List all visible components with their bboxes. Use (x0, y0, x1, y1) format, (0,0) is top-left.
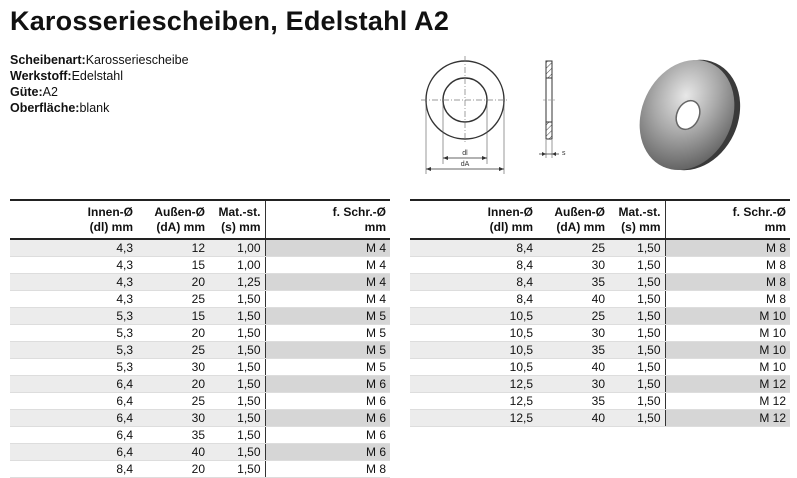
table-row (10, 257, 390, 274)
cell-screw-diameter: M 12 (665, 376, 790, 393)
table-row (410, 308, 790, 325)
cell-outer-diameter: 25 (137, 393, 209, 410)
header-inner-diameter: Innen-Ø (dl) mm (87, 205, 133, 234)
cell-screw-diameter: M 6 (265, 376, 390, 393)
cell-outer-diameter: 40 (537, 359, 609, 376)
label-s: s (562, 150, 566, 157)
table-row (10, 342, 390, 359)
table-header-row (10, 200, 390, 239)
table-row (10, 359, 390, 376)
cell-screw-diameter: M 4 (265, 239, 390, 257)
cell-outer-diameter: 40 (537, 291, 609, 308)
cell-screw-diameter: M 5 (265, 308, 390, 325)
cell-screw-diameter: M 8 (265, 461, 390, 478)
table-row (10, 461, 390, 478)
table-row (410, 325, 790, 342)
cell-screw-diameter: M 10 (665, 325, 790, 342)
header-screw-diameter: f. Schr.-Ø mm (665, 200, 790, 239)
cell-material-thickness: 1,50 (209, 325, 265, 342)
table-row (10, 239, 390, 257)
cell-material-thickness: 1,50 (209, 410, 265, 427)
cell-inner-diameter: 10,5 (410, 325, 537, 342)
cell-outer-diameter: 20 (137, 461, 209, 478)
property-guete: Güte:A2 (10, 85, 58, 99)
cell-inner-diameter: 6,4 (10, 410, 137, 427)
cell-screw-diameter: M 8 (665, 257, 790, 274)
cell-inner-diameter: 8,4 (410, 291, 537, 308)
table-row (10, 427, 390, 444)
cell-outer-diameter: 30 (137, 359, 209, 376)
table-row (410, 257, 790, 274)
cell-inner-diameter: 4,3 (10, 291, 137, 308)
cell-outer-diameter: 25 (137, 342, 209, 359)
cell-screw-diameter: M 12 (665, 393, 790, 410)
cell-inner-diameter: 12,5 (410, 376, 537, 393)
properties-list (10, 52, 189, 116)
property-oberflaeche: Oberfläche:blank (10, 101, 110, 115)
cell-inner-diameter: 12,5 (410, 393, 537, 410)
cell-inner-diameter: 8,4 (10, 461, 137, 478)
cell-material-thickness: 1,50 (609, 359, 665, 376)
cell-material-thickness: 1,50 (609, 291, 665, 308)
cell-inner-diameter: 10,5 (410, 308, 537, 325)
cell-material-thickness: 1,50 (209, 308, 265, 325)
cell-material-thickness: 1,50 (209, 342, 265, 359)
cell-outer-diameter: 25 (137, 291, 209, 308)
table-row (10, 325, 390, 342)
table-header-row (410, 200, 790, 239)
cell-inner-diameter: 8,4 (410, 274, 537, 291)
table-row (410, 239, 790, 257)
cell-screw-diameter: M 10 (665, 359, 790, 376)
cell-inner-diameter: 8,4 (410, 239, 537, 257)
table-left (10, 199, 390, 478)
cell-material-thickness: 1,50 (609, 257, 665, 274)
cell-inner-diameter: 6,4 (10, 393, 137, 410)
cell-material-thickness: 1,50 (609, 410, 665, 427)
cell-inner-diameter: 6,4 (10, 427, 137, 444)
cell-inner-diameter: 5,3 (10, 342, 137, 359)
cell-inner-diameter: 6,4 (10, 376, 137, 393)
cell-screw-diameter: M 10 (665, 342, 790, 359)
page-title: Karosseriescheiben, Edelstahl A2 (10, 6, 450, 36)
header-outer-diameter: Außen-Ø (dA) mm (554, 205, 605, 234)
cell-inner-diameter: 5,3 (10, 359, 137, 376)
cell-outer-diameter: 12 (137, 239, 209, 257)
cell-inner-diameter: 6,4 (10, 444, 137, 461)
cell-outer-diameter: 20 (137, 376, 209, 393)
cell-inner-diameter: 8,4 (410, 257, 537, 274)
cell-screw-diameter: M 4 (265, 257, 390, 274)
cell-material-thickness: 1,50 (609, 308, 665, 325)
cell-screw-diameter: M 5 (265, 325, 390, 342)
table-row (10, 376, 390, 393)
cell-outer-diameter: 40 (137, 444, 209, 461)
cell-material-thickness: 1,00 (209, 257, 265, 274)
table-row (410, 291, 790, 308)
cell-material-thickness: 1,50 (609, 239, 665, 257)
header-outer-diameter: Außen-Ø (dA) mm (154, 205, 205, 234)
cell-material-thickness: 1,50 (609, 342, 665, 359)
cell-outer-diameter: 25 (537, 239, 609, 257)
cell-screw-diameter: M 6 (265, 393, 390, 410)
cell-material-thickness: 1,50 (609, 325, 665, 342)
table-row (410, 359, 790, 376)
cell-outer-diameter: 20 (137, 325, 209, 342)
header-screw-diameter: f. Schr.-Ø mm (265, 200, 390, 239)
cell-screw-diameter: M 8 (665, 291, 790, 308)
cell-material-thickness: 1,50 (209, 359, 265, 376)
cell-inner-diameter: 10,5 (410, 342, 537, 359)
property-werkstoff: Werkstoff:Edelstahl (10, 69, 124, 83)
property-scheibenart: Scheibenart:Karosseriescheibe (10, 53, 189, 67)
cell-inner-diameter: 4,3 (10, 274, 137, 291)
cell-inner-diameter: 4,3 (10, 239, 137, 257)
header-inner-diameter: Innen-Ø (dl) mm (487, 205, 533, 234)
header-material-thickness: Mat.-st. (s) mm (218, 205, 261, 234)
cell-screw-diameter: M 6 (265, 444, 390, 461)
cell-screw-diameter: M 5 (265, 342, 390, 359)
cell-material-thickness: 1,50 (209, 376, 265, 393)
cell-inner-diameter: 5,3 (10, 325, 137, 342)
cell-outer-diameter: 30 (537, 257, 609, 274)
cell-material-thickness: 1,50 (609, 376, 665, 393)
table-row (410, 393, 790, 410)
table-row (10, 444, 390, 461)
table-row (410, 376, 790, 393)
cell-screw-diameter: M 4 (265, 274, 390, 291)
cell-screw-diameter: M 10 (665, 308, 790, 325)
table-row (410, 274, 790, 291)
washer-photo (630, 55, 742, 175)
cell-outer-diameter: 15 (137, 308, 209, 325)
table-row (10, 410, 390, 427)
cell-inner-diameter: 12,5 (410, 410, 537, 427)
cell-outer-diameter: 30 (537, 376, 609, 393)
washer-technical-drawing (415, 52, 580, 177)
cell-inner-diameter: 10,5 (410, 359, 537, 376)
label-da: dA (460, 161, 470, 168)
cell-screw-diameter: M 8 (665, 239, 790, 257)
cell-outer-diameter: 30 (137, 410, 209, 427)
header-material-thickness: Mat.-st. (s) mm (618, 205, 661, 234)
cell-material-thickness: 1,50 (209, 461, 265, 478)
cell-screw-diameter: M 4 (265, 291, 390, 308)
cell-outer-diameter: 35 (537, 393, 609, 410)
label-dl: dl (462, 150, 468, 157)
table-right (410, 199, 790, 427)
cell-material-thickness: 1,50 (209, 427, 265, 444)
table-row (410, 410, 790, 427)
cell-outer-diameter: 40 (537, 410, 609, 427)
cell-outer-diameter: 15 (137, 257, 209, 274)
cell-screw-diameter: M 6 (265, 410, 390, 427)
cell-screw-diameter: M 12 (665, 410, 790, 427)
cell-outer-diameter: 35 (537, 274, 609, 291)
cell-screw-diameter: M 8 (665, 274, 790, 291)
table-row (10, 291, 390, 308)
cell-material-thickness: 1,50 (609, 274, 665, 291)
table-row (10, 274, 390, 291)
cell-material-thickness: 1,50 (609, 393, 665, 410)
cell-outer-diameter: 35 (537, 342, 609, 359)
cell-material-thickness: 1,50 (209, 393, 265, 410)
cell-screw-diameter: M 6 (265, 427, 390, 444)
cell-outer-diameter: 20 (137, 274, 209, 291)
cell-material-thickness: 1,00 (209, 239, 265, 257)
cell-material-thickness: 1,50 (209, 444, 265, 461)
cell-outer-diameter: 25 (537, 308, 609, 325)
cell-inner-diameter: 5,3 (10, 308, 137, 325)
table-row (10, 393, 390, 410)
cell-material-thickness: 1,50 (209, 291, 265, 308)
cell-screw-diameter: M 5 (265, 359, 390, 376)
cell-material-thickness: 1,25 (209, 274, 265, 291)
table-row (410, 342, 790, 359)
cell-inner-diameter: 4,3 (10, 257, 137, 274)
cell-outer-diameter: 30 (537, 325, 609, 342)
table-row (10, 308, 390, 325)
cell-outer-diameter: 35 (137, 427, 209, 444)
